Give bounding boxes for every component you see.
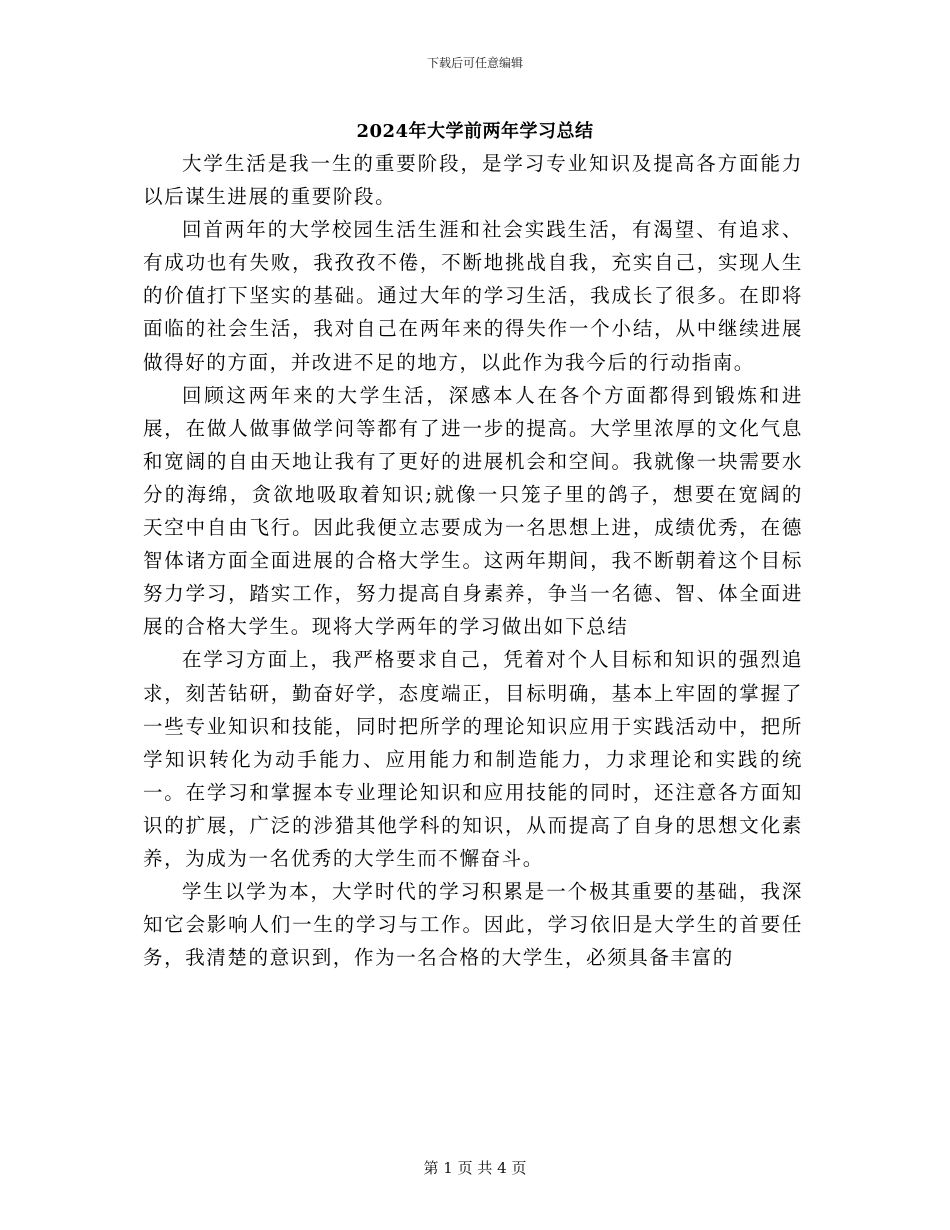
page-header-note: 下载后可任意编辑: [426, 56, 523, 70]
body-paragraph: 学生以学为本，大学时代的学习积累是一个极其重要的基础，我深知它会影响人们一生的学习与工作。因此，学习依旧是大学生的首要任务，我清楚的意识到，作为一名合格的大学生，必须具备丰富的: [143, 880, 803, 970]
body-paragraph: 在学习方面上，我严格要求自己，凭着对个人目标和知识的强烈追求，刻苦钻研，勤奋好学，态度端正，目标明确，基本上牢固的掌握了一些专业知识和技能，同时把所学的理论知识应用于实践活动中，把所学知识转化为动手能力、应用能力和制造能力，力求理论和实践的统一。在学习和掌握本专业理论知识和应用技能的同时，还注意各方面知识的扩展，广泛的涉猎其他学科的知识，从而提高了自身的思想文化素养，为成为一名优秀的大学生而不懈奋斗。: [143, 648, 803, 870]
page-footer-page-number: 第 1 页 共 4 页: [423, 1159, 527, 1177]
body-paragraph: 回顾这两年来的大学生活，深感本人在各个方面都得到锻炼和进展，在做人做事做学问等都有了进一步的提高。大学里浓厚的文化气息和宽阔的自由天地让我有了更好的进展机会和空间。我就像一块需要水分的海绵，贪欲地吸取着知识;就像一只笼子里的鸽子，想要在宽阔的天空中自由飞行。因此我便立志要成为一名思想上进，成绩优秀，在德智体诸方面全面进展的合格大学生。这两年期间，我不断朝着这个目标努力学习，踏实工作，努力提高自身素养，争当一名德、智、体全面进展的合格大学生。现将大学两年的学习做出如下总结: [143, 383, 803, 639]
body-paragraph: 回首两年的大学校园生活生涯和社会实践生活，有渴望、有追求、有成功也有失败，我孜孜不倦，不断地挑战自我，充实自己，实现人生的价值打下坚实的基础。通过大年的学习生活，我成长了很多。在即将面临的社会生活，我对自己在两年来的得失作一个小结，从中继续进展做得好的方面，并改进不足的地方，以此作为我今后的行动指南。: [143, 218, 803, 374]
document-title: 2024年大学前两年学习总结: [356, 121, 594, 142]
document-body: [143, 147, 803, 974]
body-paragraph: 大学生活是我一生的重要阶段，是学习专业知识及提高各方面能力以后谋生进展的重要阶段。: [143, 152, 803, 209]
